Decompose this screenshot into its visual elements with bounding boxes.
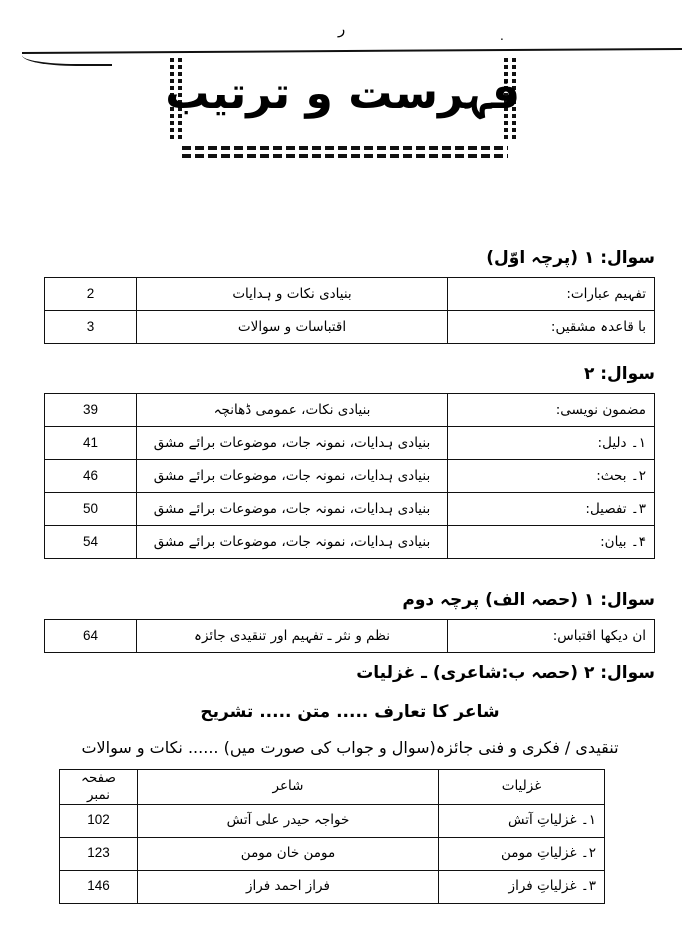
header-rule: [22, 48, 682, 54]
table-row: [45, 427, 655, 460]
table-question-2: [44, 393, 655, 559]
table-ghazaliyat: [59, 769, 605, 904]
table-row: [45, 493, 655, 526]
table-row: [45, 311, 655, 344]
row-page-number: 50: [45, 493, 137, 526]
row-label: ۲۔ بحث:: [448, 460, 655, 493]
section-caption-question-1-paper-1: سوال: ۱ (پرچہ اوّل): [486, 248, 655, 268]
table-question-1-paper-2: [44, 619, 655, 653]
row-description: بنیادی ہدایات، نمونہ جات، موضوعات برائے مشق: [137, 526, 448, 559]
column-header-page: صفحہ نمبر: [60, 770, 138, 805]
top-stray-mark: ر: [338, 20, 346, 38]
row-poet: فراز احمد فراز: [138, 870, 439, 903]
row-description: بنیادی نکات، عمومی ڈھانچہ: [137, 394, 448, 427]
row-page-number: 54: [45, 526, 137, 559]
row-poet: مومن خان مومن: [138, 837, 439, 870]
table-row: [45, 620, 655, 653]
table-row: [45, 526, 655, 559]
row-topic: ۲۔ غزلیاتِ مومن: [439, 837, 605, 870]
row-label: ۳۔ تفصیل:: [448, 493, 655, 526]
row-page-number: 146: [60, 870, 138, 903]
row-description: بنیادی ہدایات، نمونہ جات، موضوعات برائے مشق: [137, 427, 448, 460]
row-page-number: 46: [45, 460, 137, 493]
table-row: [45, 394, 655, 427]
row-label: ۱۔ دلیل:: [448, 427, 655, 460]
row-topic: ۳۔ غزلیاتِ فراز: [439, 870, 605, 903]
row-label: ان دیکھا اقتباس:: [448, 620, 655, 653]
row-description: بنیادی نکات و ہدایات: [137, 278, 448, 311]
row-page-number: 123: [60, 837, 138, 870]
row-label: مضمون نویسی:: [448, 394, 655, 427]
column-header-topic: غزلیات: [439, 770, 605, 805]
row-page-number: 3: [45, 311, 137, 344]
section-caption-question-1-paper-2: سوال: ۱ (حصہ الف) پرچہ دوم: [402, 590, 655, 610]
row-page-number: 2: [45, 278, 137, 311]
row-description: نظم و نثر ـ تفہیم اور تنقیدی جائزہ: [137, 620, 448, 653]
row-topic: ۱۔ غزلیاتِ آتش: [439, 804, 605, 837]
section-caption-question-2: سوال: ۲: [583, 364, 655, 384]
table-header-row: [60, 770, 605, 805]
ghazal-analysis-blurb: تنقیدی / فکری و فنی جائزہ(سوال و جواب کی صورت میں) ...... نکات و سوالات: [81, 738, 619, 757]
top-stray-dot: .: [500, 29, 504, 43]
row-poet: خواجہ حیدر علی آتش: [138, 804, 439, 837]
page-title-block: [165, 58, 520, 162]
row-page-number: 64: [45, 620, 137, 653]
row-description: بنیادی ہدایات، نمونہ جات، موضوعات برائے مشق: [137, 493, 448, 526]
row-page-number: 41: [45, 427, 137, 460]
section-caption-question-2-paper-2: سوال: ۲ (حصہ ب:شاعری) ـ غزلیات: [356, 663, 655, 683]
header-rule-curl: [22, 48, 112, 66]
table-row: [60, 870, 605, 903]
row-description: اقتباسات و سوالات: [137, 311, 448, 344]
table-row: [60, 837, 605, 870]
title-ornament-rule-top: [182, 146, 508, 150]
title-ornament-rule-bottom: [182, 154, 508, 158]
row-label: با قاعدہ مشقیں:: [448, 311, 655, 344]
row-page-number: 39: [45, 394, 137, 427]
table-row: [60, 804, 605, 837]
column-header-poet: شاعر: [138, 770, 439, 805]
row-page-number: 102: [60, 804, 138, 837]
page-title: فہرست و ترتیب: [165, 68, 520, 119]
table-question-1-paper-1: [44, 277, 655, 344]
row-description: بنیادی ہدایات، نمونہ جات، موضوعات برائے مشق: [137, 460, 448, 493]
ghazal-structure-blurb: شاعر کا تعارف ..... متن ..... تشریح: [200, 702, 500, 722]
table-row: [45, 460, 655, 493]
row-label: ۴۔ بیان:: [448, 526, 655, 559]
table-row: [45, 278, 655, 311]
row-label: تفہیم عبارات:: [448, 278, 655, 311]
